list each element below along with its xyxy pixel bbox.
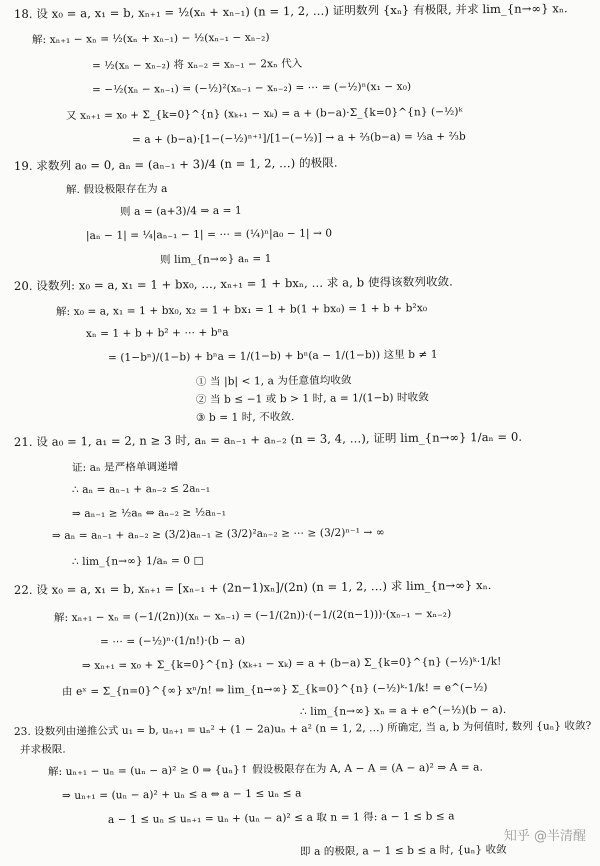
p21-line: ∴ aₙ = aₙ₋₁ + aₙ₋₂ ≤ 2aₙ₋₁ [71, 482, 211, 496]
p20-line: xₙ = 1 + b + b² + ⋯ + bⁿa [85, 326, 229, 340]
p18-line: = −½(xₙ − xₙ₋₁) = (−½)²(xₙ₋₁ − xₙ₋₂) = ⋯ = (−½)ⁿ(x₁ − x₀) [91, 80, 412, 96]
p19-line: |aₙ − 1| = ¼|aₙ₋₁ − 1| = ⋯ = (¼)ⁿ|a₀ − 1| → 0 [85, 227, 333, 242]
p23-line: 解: uₙ₊₁ − uₙ = (uₙ − a)² ≥ 0 ⇒ {uₙ}↑ 假设极限存在为 A, A − A = (A − a)² ⇒ A = a. [47, 761, 483, 778]
p20-line: ② 当 b ≤ −1 或 b > 1 时, a = 1/(1−b) 时收敛 [195, 391, 429, 406]
p23-line: ⇒ uₙ₊₁ = (uₙ − a)² + uₙ ≤ a ⇔ a − 1 ≤ uₙ ≤ a [61, 787, 302, 802]
p23-statement-cont: 并求极限. [19, 743, 66, 756]
p21-line: ∴ lim_{n→∞} 1/aₙ = 0 □ [71, 554, 204, 568]
p19-line: 解. 假设极限存在为 a [65, 182, 168, 196]
p21-line: ⇒ aₙ = aₙ₋₁ + aₙ₋₂ ≥ (3/2)aₙ₋₁ ≥ (3/2)²aₙ₋₂ ≥ ⋯ ≥ (3/2)ⁿ⁻¹ → ∞ [51, 526, 385, 542]
p20-statement: 20. 设数列: x₀ = a, x₁ = 1 + bx₀, …, xₙ₊₁ = 1 + bxₙ, … 求 a, b 使得该数列收敛. [13, 274, 453, 293]
p20-line: ③ b = 1 时, 不收敛. [195, 410, 295, 424]
p20-line: = (1−bⁿ)/(1−b) + bⁿa = 1/(1−b) + bⁿ(a − 1/(1−b)) 这里 b ≠ 1 [107, 348, 438, 364]
p22-line: ∴ lim_{n→∞} xₙ = a + e^(−½)(b − a). [299, 703, 507, 718]
p18-statement: 18. 设 x₀ = a, x₁ = b, xₙ₊₁ = ½(xₙ + xₙ₋₁) (n = 1, 2, …) 证明数列 {xₙ} 有极限, 并求 lim_{n→∞} xₙ. [13, 1, 568, 21]
p19-statement: 19. 求数列 a₀ = 0, aₙ = (aₙ₋₁ + 3)/4 (n = 1, 2, …) 的极限. [13, 155, 338, 173]
p23-line: a − 1 ≤ uₙ ≤ uₙ₊₁ = uₙ + (uₙ − a)² ≤ a 取 n = 1 得: a − 1 ≤ b ≤ a [107, 810, 455, 826]
p18-line: = ½(xₙ − xₙ₋₂) 将 xₙ₋₂ = xₙ₋₁ − 2xₙ 代入 [91, 57, 303, 72]
p21-line: 证: aₙ 是严格单调递增 [71, 460, 179, 474]
p19-line: 则 a = (a+3)/4 ⇒ a = 1 [119, 204, 242, 218]
p22-line: = ⋯ = (−½)ⁿ·(1/n!)·(b − a) [99, 634, 246, 648]
p22-statement: 22. 设 x₀ = a, x₁ = b, xₙ₊₁ = [xₙ₋₁ + (2n−1)xₙ]/(2n) (n = 1, 2, …) 求 lim_{n→∞} xₙ. [13, 577, 492, 597]
p18-line: 又 xₙ₊₁ = x₀ + Σ_{k=0}^{n} (xₖ₊₁ − xₖ) = a + (b−a)·Σ_{k=0}^{n} (−½)ᵏ [65, 105, 463, 122]
p23-statement: 23. 设数列由递推公式 u₁ = b, uₙ₊₁ = uₙ² + (1 − 2a)uₙ + a² (n = 1, 2, …) 所确定, 当 a, b 为何值时, 数列 {uₙ} 收敛? [13, 719, 592, 738]
p18-line: 解: xₙ₊₁ − xₙ = ½(xₙ + xₙ₋₁) − ½(xₙ₋₁ − xₙ₋₂) [31, 31, 270, 46]
p21-statement: 21. 设 a₀ = 1, a₁ = 2, n ≥ 3 时, aₙ = aₙ₋₁ + aₙ₋₂ (n = 3, 4, …), 证明 lim_{n→∞} 1/aₙ = 0. [13, 429, 523, 449]
p19-line: 则 lim_{n→∞} aₙ = 1 [159, 252, 272, 266]
p22-line: 解: xₙ₊₁ − xₙ = (−1/(2n))(xₙ − xₙ₋₁) = (−1/(2n))·(−1/(2(n−1)))·(xₙ₋₁ − xₙ₋₂) [53, 607, 452, 624]
p20-line: 解: x₀ = a, x₁ = 1 + bx₀, x₂ = 1 + bx₁ = 1 + b(1 + bx₀) = 1 + b + b²x₀ [55, 302, 428, 318]
p22-line: 由 eˣ = Σ_{n=0}^{∞} xⁿ/n! ⇒ lim_{n→∞} Σ_{k=0}^{n} (−½)ᵏ·1/k! = e^(−½) [61, 681, 488, 698]
p22-line: ⇒ xₙ₊₁ = x₀ + Σ_{k=0}^{n} (xₖ₊₁ − xₖ) = a + (b−a) Σ_{k=0}^{n} (−½)ᵏ·1/k! [81, 655, 502, 672]
p20-line: ① 当 |b| < 1, a 为任意值均收敛 [195, 374, 352, 388]
watermark: 知乎 @半清醒 [503, 829, 586, 844]
p21-line: ⇒ aₙ₋₁ ≥ ½aₙ ⇔ aₙ₋₂ ≥ ½aₙ₋₁ [71, 506, 227, 520]
p18-line: = a + (b−a)·[1−(−½)ⁿ⁺¹]/[1−(−½)] → a + ⅔(b−a) = ⅓a + ⅔b [131, 130, 466, 146]
p23-line: 即 a 的极限, a − 1 ≤ b ≤ a 时, {uₙ} 收敛 [299, 843, 507, 858]
